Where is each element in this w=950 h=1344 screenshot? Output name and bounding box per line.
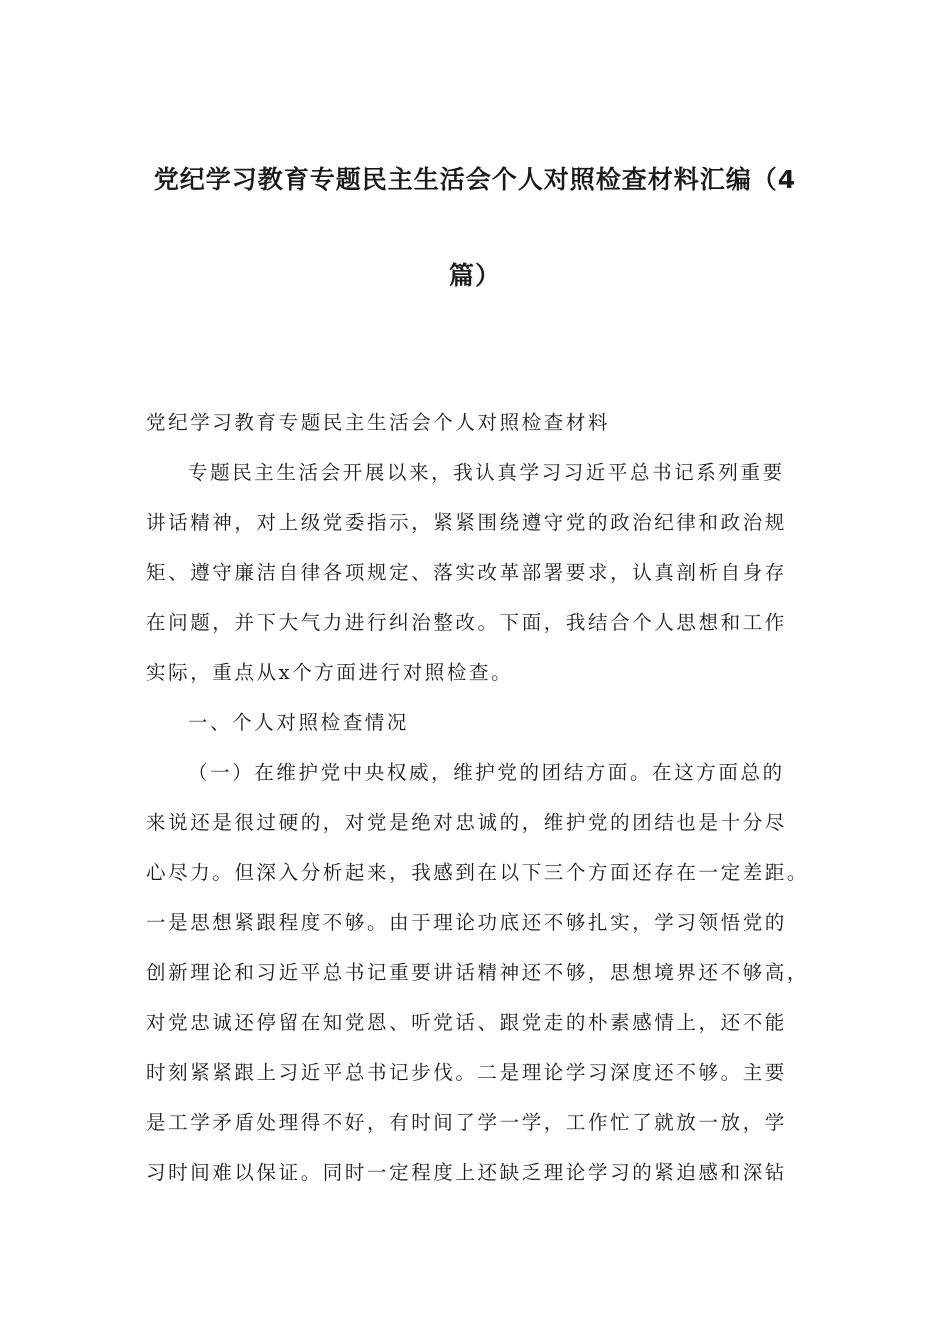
paragraph-2-line: 来说还是很过硬的，对党是绝对忠诚的，维护党的团结也是十分尽 [146, 811, 787, 834]
paragraph-1-line: 实际，重点从x个方面进行对照检查。 [146, 661, 514, 684]
paragraph-2-line: 心尽力。但深入分析起来，我感到在以下三个方面还存在一定差距。 [146, 861, 810, 884]
paragraph-1-line: 在问题，并下大气力进行纠治整改。下面，我结合个人思想和工作 [146, 611, 787, 634]
document-title-line-1: 党纪学习教育专题民主生活会个人对照检查材料汇编（4 [153, 165, 797, 194]
paragraph-2-line: 习时间难以保证。同时一定程度上还缺乏理论学习的紧迫感和深钻 [146, 1161, 787, 1184]
document-body [146, 398, 810, 1198]
document-subtitle: 党纪学习教育专题民主生活会个人对照检查材料 [146, 411, 611, 434]
paragraph-2-line: 创新理论和习近平总书记重要讲话精神还不够，思想境界还不够高， [146, 961, 810, 984]
paragraph-2-line: 一是思想紧跟程度不够。由于理论功底还不够扎实，学习领悟党的 [146, 911, 787, 934]
paragraph-2-line: 对党忠诚还停留在知党恩、听党话、跟党走的朴素感情上，还不能 [146, 1011, 787, 1034]
paragraph-2-line: 是工学矛盾处理得不好，有时间了学一学，工作忙了就放一放，学 [146, 1111, 787, 1134]
paragraph-1-line: 矩、遵守廉洁自律各项规定、落实改革部署要求，认真剖析自身存 [146, 561, 787, 584]
paragraph-1-line: 专题民主生活会开展以来，我认真学习习近平总书记系列重要 [188, 461, 785, 484]
paragraph-1-line: 讲话精神，对上级党委指示，紧紧围绕遵守党的政治纪律和政治规 [146, 511, 787, 534]
paragraph-2-line: （一）在维护党中央权威，维护党的团结方面。在这方面总的 [188, 761, 785, 784]
paragraph-2-line: 时刻紧紧跟上习近平总书记步伐。二是理论学习深度还不够。主要 [146, 1061, 787, 1084]
document-title-line-2: 篇） [448, 261, 501, 290]
section-1-heading: 一、个人对照检查情况 [188, 711, 410, 734]
